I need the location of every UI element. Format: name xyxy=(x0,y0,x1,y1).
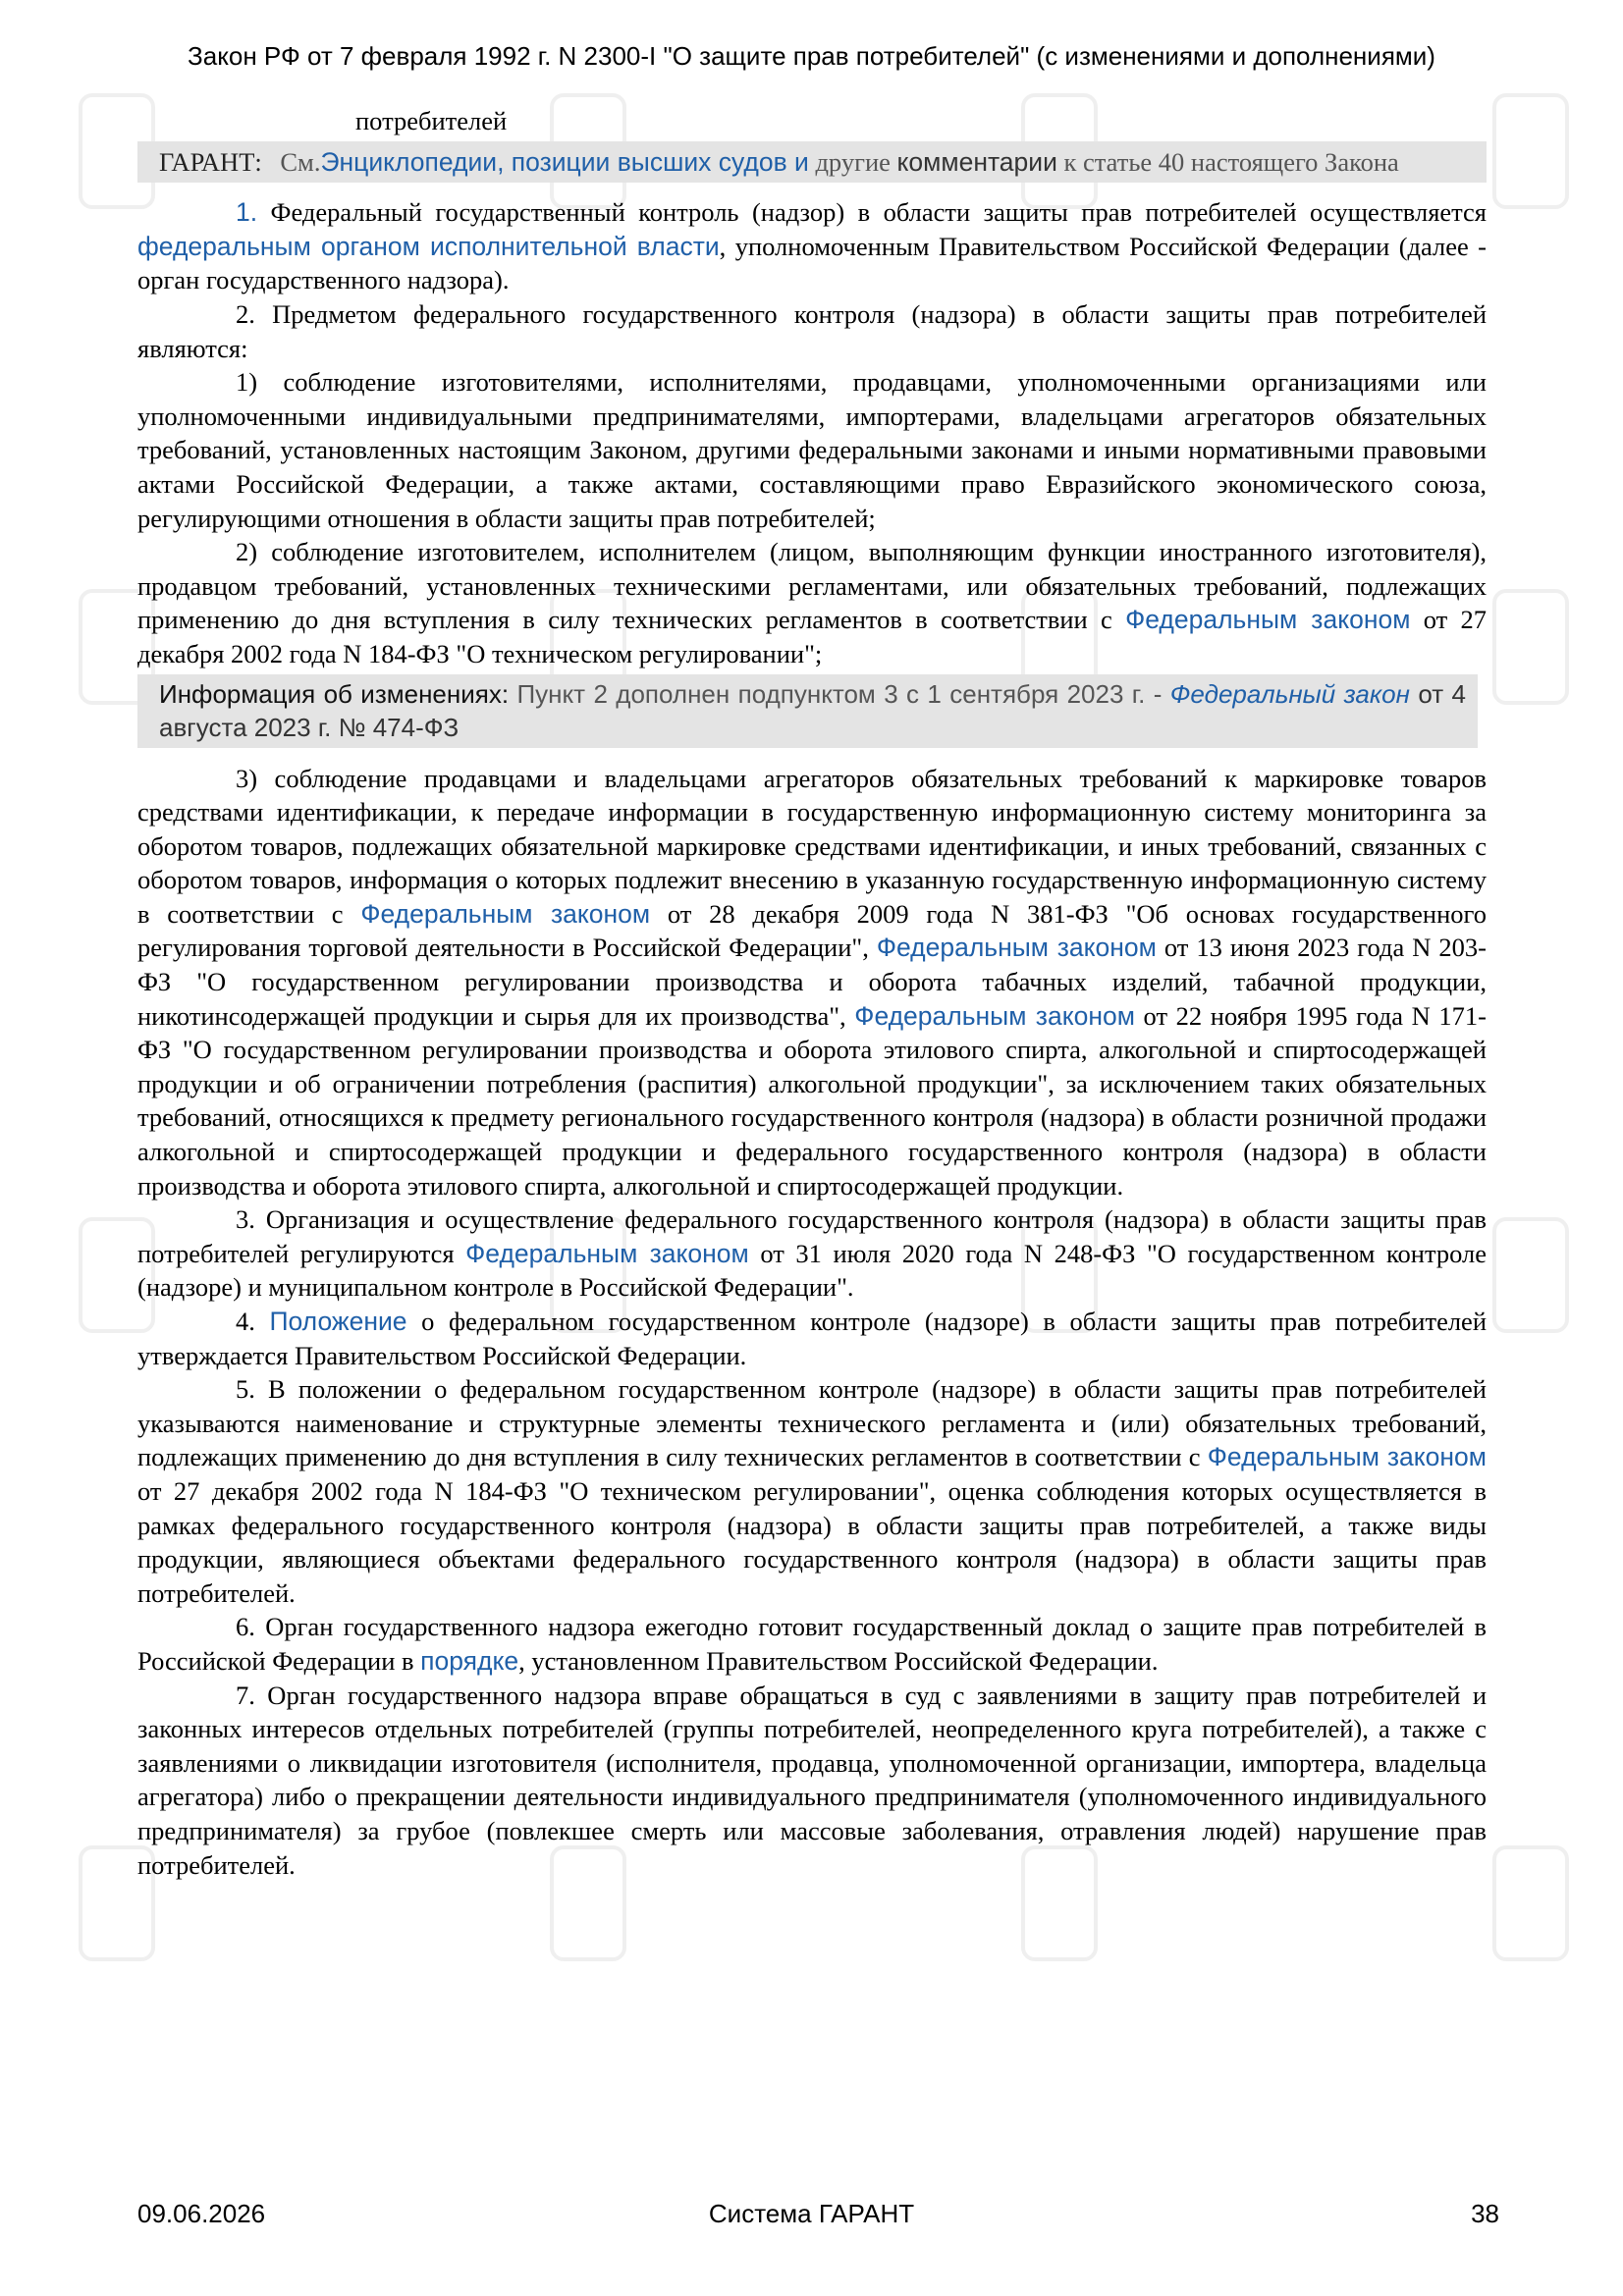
paragraph-2-item-2 xyxy=(137,535,1487,670)
watermark-logo-icon xyxy=(1492,1845,1569,1961)
watermark-logo-icon xyxy=(1492,93,1569,209)
paragraph-fragment: потребителей xyxy=(355,106,508,135)
paragraph-2-item-1: 1) соблюдение изготовителями, исполнителями, продавцами, уполномоченными организациями или уполномоченными индивидуальными предпринимателями, импортерами, владельцами агрегаторов обязательных требований, установленных настоящим Законом, другими федеральными законами и иными нормативными правовыми актами Российской Федерации, а также актами, составляющими право Евразийского экономического союза, регулирующими отношения в области защиты прав потребителей; xyxy=(137,367,1487,533)
federal-executive-body-link[interactable]: федеральным органом исполнительной власти xyxy=(137,231,720,261)
federal-law-248-link[interactable]: Федеральным законом xyxy=(465,1238,749,1268)
page-header-title: Закон РФ от 7 февраля 1992 г. N 2300-I "О защите прав потребителей" (с изменениями и дополнениями) xyxy=(188,41,1435,71)
federal-law-184-link[interactable]: Федеральным законом xyxy=(1125,605,1411,635)
change-info-text: Пункт 2 дополнен подпунктом 3 с 1 сентября 2023 г. - xyxy=(509,678,1170,709)
footer-system-name: Система ГАРАНТ xyxy=(708,2199,915,2228)
paragraph-5-text-a: 5. В положении о федеральном государственном контроле (надзоре) в области защиты прав потребителей указываются наименование и структурные элементы технического регламента и (или) обязательных требований, подлежащих применению до дня вступления в силу технических регламентов в соответствии с xyxy=(137,1374,1487,1472)
paragraph-7: 7. Орган государственного надзора вправе обращаться в суд с заявлениями в защиту прав потребителей и законных интересов отдельных потребителей (группы потребителей, неопределенного круга потребителей), а также с заявлениями о ликвидации изготовителя (исполнителя, продавца, уполномоченной организации, импортера, владельца агрегатора) либо о прекращении деятельности индивидуального предпринимателя (уполномоченного индивидуального предпринимателя) за грубое (повлекшее смерть или массовые заболевания, отравления людей) нарушение прав потребителей. xyxy=(137,1680,1487,1880)
garant-see-text: См. xyxy=(280,146,321,177)
garant-other-text: другие xyxy=(808,146,897,177)
paragraph-6-text-b: , установленном Правительством Российской Федерации. xyxy=(518,1645,1159,1676)
federal-law-184-link-2[interactable]: Федеральным законом xyxy=(1207,1442,1488,1472)
watermark-logo-icon xyxy=(1492,589,1569,705)
watermark-logo-icon xyxy=(1492,1217,1569,1333)
paragraph-4-text: о федеральном государственном контроле (надзоре) в области защиты прав потребителей утверждается Правительством Российской Федерации. xyxy=(137,1307,1487,1370)
change-info-box xyxy=(137,674,1478,748)
paragraph-3 xyxy=(137,1202,1487,1305)
paragraph-2-item-2-text-b: от 27 декабря 2002 года N 184-ФЗ "О техническом регулировании"; xyxy=(137,605,1488,668)
paragraph-2-item-3-text-d: от 22 ноября 1995 года N 171-ФЗ "О государственном регулировании производства и оборота этилового спирта, алкогольной и спиртосодержащей продукции и об ограничении потребления (распития) алкогольной продукции", за исключением таких обязательных требований, относящихся к предмету регионального государственного контроля (надзора) в области розничной продажи алкогольной и спиртосодержащей продукции и федерального государственного контроля (надзора) в области производства и оборота этилового спирта, алкогольной и спиртосодержащей продукции. xyxy=(137,1000,1487,1201)
paragraph-2-item-3 xyxy=(137,762,1487,1203)
federal-law-474-link[interactable]: Федеральный закон xyxy=(1169,678,1410,709)
federal-law-171-link[interactable]: Федеральным законом xyxy=(854,1000,1135,1031)
garant-label: ГАРАНТ: xyxy=(159,146,262,177)
procedure-link[interactable]: порядке xyxy=(420,1645,519,1676)
paragraph-4-number: 4. xyxy=(236,1307,270,1336)
federal-law-381-link[interactable]: Федеральным законом xyxy=(360,898,651,929)
page-footer xyxy=(0,2197,1623,2230)
footer-date: 09.06.2026 xyxy=(137,2199,266,2228)
paragraph-2-item-3-text-b: от 28 декабря 2009 года N 381-ФЗ "Об основах государственного регулирования торговой деятельности в Российской Федерации", xyxy=(137,898,1487,963)
paragraph-2: 2. Предметом федерального государственного контроля (надзора) в области защиты прав потребителей являются: xyxy=(137,298,1487,363)
paragraph-1-number-link[interactable]: 1. xyxy=(236,197,258,228)
garant-tail-text: к статье 40 настоящего Закона xyxy=(1056,146,1399,177)
garant-encyclopedia-link[interactable]: Энциклопедии, позиции высших судов и xyxy=(320,146,809,177)
paragraph-6-text-a: 6. Орган государственного надзора ежегодно готовит государственный доклад о защите прав потребителей в Российской Федерации в xyxy=(137,1612,1487,1676)
paragraph-2-item-3-text-c: от 13 июня 2023 года N 203-ФЗ "О государственном регулировании производства и оборота табачных изделий, табачной продукции, никотинсодержащей продукции и сырья для их производства", xyxy=(137,933,1488,1031)
garant-note-box xyxy=(137,141,1487,184)
paragraph-2-item-3-text-a: 3) соблюдение продавцами и владельцами агрегаторов обязательных требований к маркировке товаров средствами идентификации, к передаче информации в государственную информационную систему мониторинга за оборотом товаров, подлежащих обязательной маркировке средствами идентификации, и иных требований, связанных с оборотом товаров, информация о которых подлежит внесению в указанную государственную информационную систему в соответствии с xyxy=(137,763,1487,929)
document-body xyxy=(137,104,1487,1882)
regulation-link[interactable]: Положение xyxy=(269,1307,407,1336)
paragraph-6 xyxy=(137,1610,1487,1678)
paragraph-2-item-2-text-a: 2) соблюдение изготовителем, исполнителем (лицом, выполняющим функции иностранного изготовителя), продавцом требований, установленных техническими регламентами, или обязательных требований, подлежащих применению до дня вступления в силу технических регламентов в соответствии с xyxy=(137,537,1487,635)
change-info-date: от 4 августа 2023 г. № 474-ФЗ xyxy=(159,678,1466,742)
paragraph-5 xyxy=(137,1372,1487,1610)
change-info-label: Информация об изменениях: xyxy=(159,678,510,709)
federal-law-203-link[interactable]: Федеральным законом xyxy=(876,933,1157,963)
paragraph-3-text-b: от 31 июля 2020 года N 248-ФЗ "О государственном контроле (надзоре) и муниципальном контроле в Российской Федерации". xyxy=(137,1238,1487,1303)
paragraph-1 xyxy=(137,195,1487,297)
paragraph-1-text-a: Федеральный государственный контроль (надзор) в области защиты прав потребителей осуществляется xyxy=(257,197,1487,228)
paragraph-1-text-b: , уполномоченным Правительством Российской Федерации (далее - орган государственного надзора). xyxy=(137,231,1487,295)
paragraph-4 xyxy=(137,1305,1487,1372)
paragraph-3-text-a: 3. Организация и осуществление федерального государственного контроля (надзора) в области защиты прав потребителей регулируются xyxy=(137,1204,1487,1268)
paragraph-5-text-b: от 27 декабря 2002 года N 184-ФЗ "О техническом регулировании", оценка соблюдения которых осуществляется в рамках федерального государственного контроля (надзора) в области защиты прав потребителей, а также виды продукции, являющиеся объектами федерального государственного контроля (надзора) в области защиты прав потребителей. xyxy=(137,1475,1487,1608)
garant-comments-link[interactable]: комментарии xyxy=(896,146,1057,177)
footer-page-number: 38 xyxy=(1471,2199,1499,2228)
